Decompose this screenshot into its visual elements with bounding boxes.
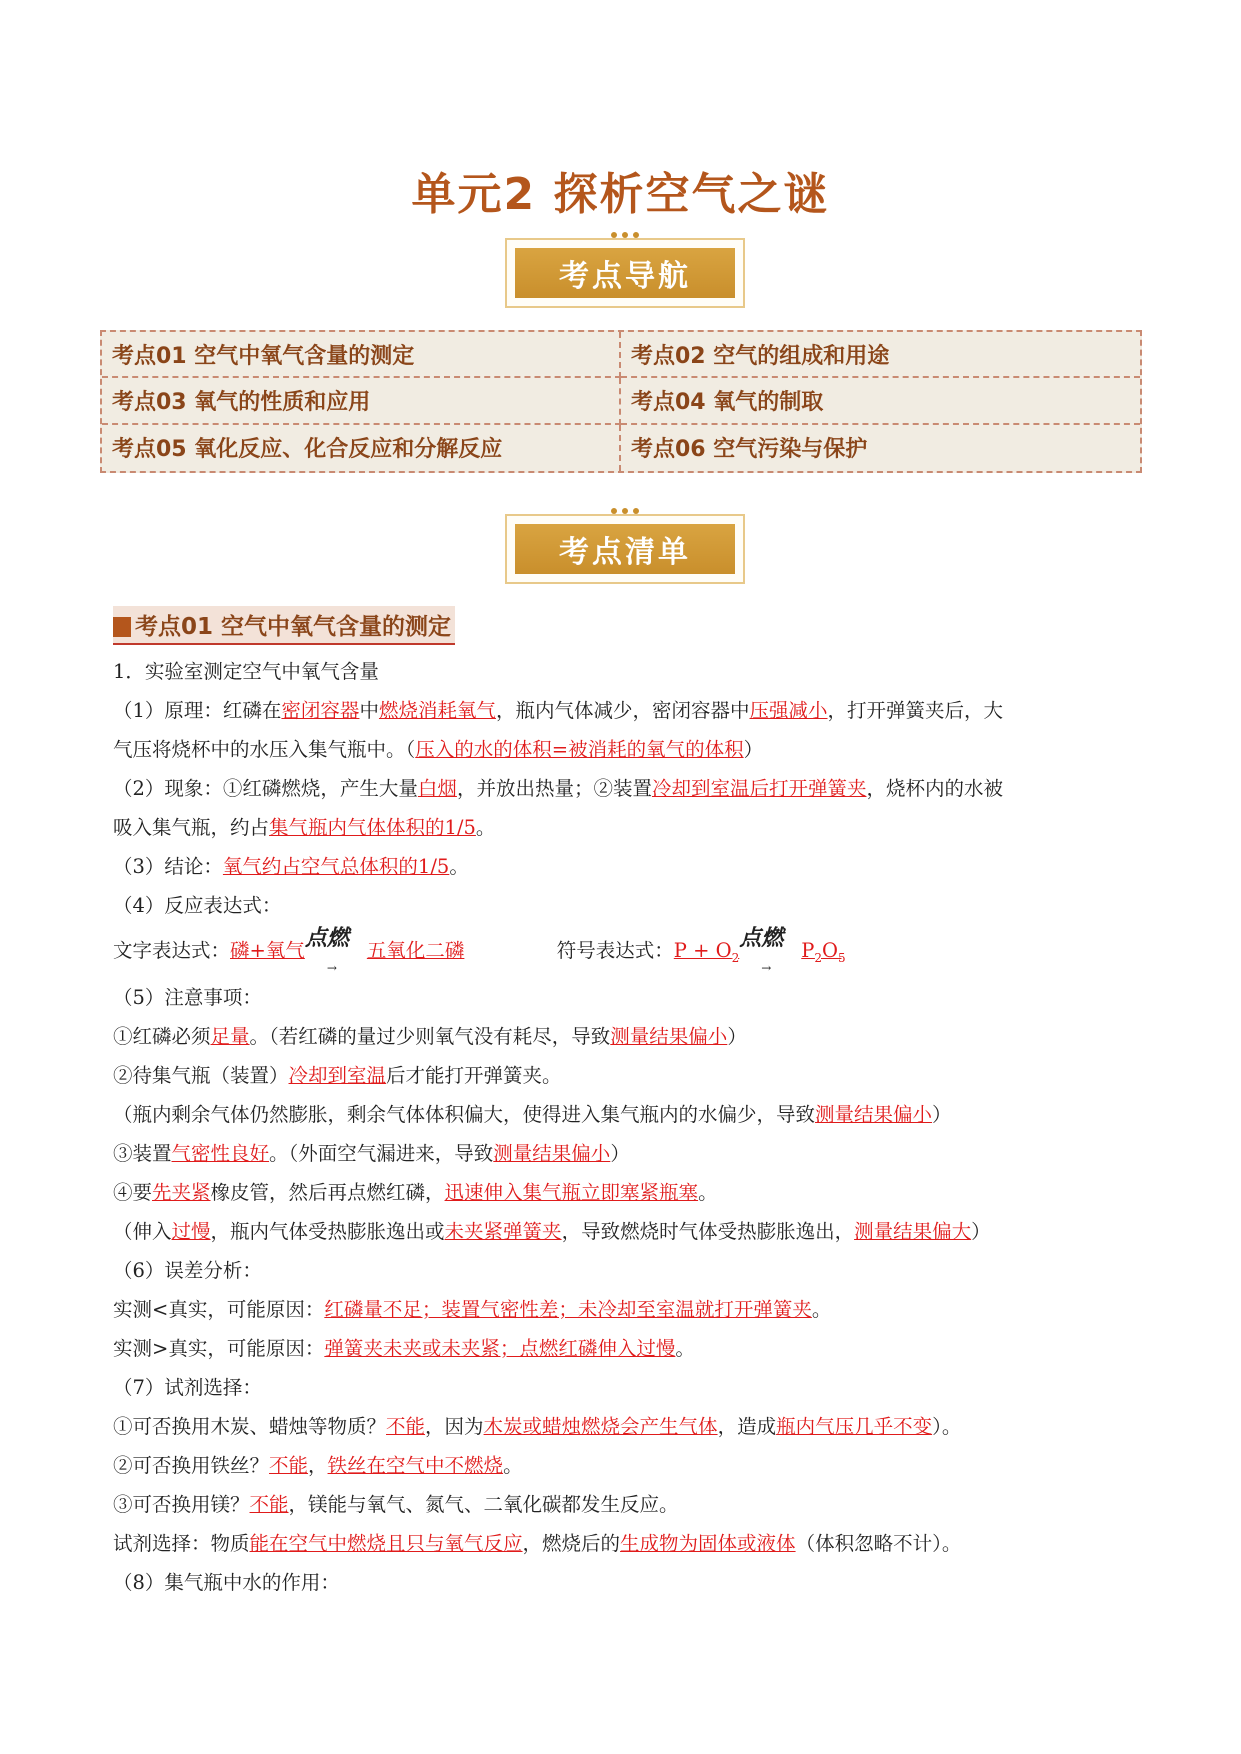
paragraph: （8）集气瓶中水的作用：: [113, 1570, 340, 1594]
paragraph: ③可否换用镁？不能，镁能与氧气、氮气、二氧化碳都发生反应。: [113, 1492, 679, 1516]
reaction-condition: 点燃 →: [739, 925, 784, 975]
paragraph: （瓶内剩余气体仍然膨胀，剩余气体体积偏大，使得进入集气瓶内的水偏少，导致测量结果偏小）: [113, 1102, 952, 1126]
paragraph: 实测>真实，可能原因：弹簧夹未夹或未夹紧；点燃红磷伸入过慢。: [113, 1336, 695, 1360]
paragraph: 气压将烧杯中的水压入集气瓶中。（压入的水的体积=被消耗的氧气的体积）: [113, 738, 764, 761]
section-heading: [113, 606, 455, 645]
paragraph: ③装置气密性良好。（外面空气漏进来，导致测量结果偏小）: [113, 1141, 630, 1165]
equation-line: 文字表达式：磷+氧气 点燃 → 五氧化二磷 符号表达式：$P + O_2$ 点燃 → $P_2O_5$: [113, 925, 846, 975]
nav-cell: 考点06 空气污染与保护: [631, 437, 868, 463]
reaction-condition: 点燃 →: [304, 925, 349, 975]
paragraph: ④要先夹紧橡皮管，然后再点燃红磷，迅速伸入集气瓶立即塞紧瓶塞。: [113, 1180, 718, 1204]
exam-point-grid: [100, 330, 1142, 473]
paragraph: ①可否换用木炭、蜡烛等物质？不能，因为木炭或蜡烛燃烧会产生气体，造成瓶内气压几乎不变）。: [113, 1414, 962, 1438]
paragraph: （3）结论：氧气约占空气总体积的1/5。: [113, 855, 469, 878]
paragraph: 1．实验室测定空气中氧气含量: [113, 660, 379, 683]
decor-dots: [605, 232, 645, 238]
banner-exam-navigation: [505, 238, 745, 308]
paragraph: ②可否换用铁丝？不能，铁丝在空气中不燃烧。: [113, 1453, 523, 1477]
section-heading-text: 考点01 空气中氧气含量的测定: [135, 614, 452, 640]
paragraph: ①红磷必须足量。（若红磷的量过少则氧气没有耗尽，导致测量结果偏小）: [113, 1024, 747, 1048]
page-title: 单元2 探析空气之谜: [411, 169, 830, 220]
paragraph: （4）反应表达式：: [113, 894, 282, 917]
paragraph: 吸入集气瓶，约占集气瓶内气体体积的1/5。: [113, 816, 496, 839]
paragraph: 实测<真实，可能原因：红磷量不足；装置气密性差；未冷却至室温就打开弹簧夹。: [113, 1297, 832, 1321]
paragraph: （7）试剂选择：: [113, 1375, 262, 1399]
paragraph: （伸入过慢，瓶内气体受热膨胀逸出或未夹紧弹簧夹，导致燃烧时气体受热膨胀逸出，测量结果偏大）: [113, 1219, 991, 1243]
paragraph: （2）现象：①红磷燃烧，产生大量白烟，并放出热量；②装置冷却到室温后打开弹簧夹，烧杯内的水被: [113, 777, 1003, 800]
nav-cell: 考点04 氧气的制取: [621, 378, 1140, 424]
square-icon: [113, 617, 131, 637]
nav-cell: 考点01 空气中氧气含量的测定: [102, 332, 621, 378]
banner-label: 考点清单: [515, 524, 735, 574]
paragraph: （6）误差分析：: [113, 1258, 262, 1282]
nav-cell: 考点05 氧化反应、化合反应和分解反应: [102, 425, 621, 471]
paragraph: （1）原理：红磷在密闭容器中燃烧消耗氧气，瓶内气体减少，密闭容器中压强减小，打开弹簧夹后，大: [113, 699, 1004, 722]
paragraph: 试剂选择：物质能在空气中燃烧且只与氧气反应，燃烧后的生成物为固体或液体（体积忽略不计）。: [113, 1531, 962, 1555]
banner-label: 考点导航: [515, 248, 735, 298]
paragraph: （5）注意事项：: [113, 985, 262, 1009]
nav-cell: 考点03 氧气的性质和应用: [102, 378, 621, 424]
banner-exam-list: [505, 514, 745, 584]
decor-dots: [605, 508, 645, 514]
nav-cell: 考点02 空气的组成和用途: [621, 332, 1140, 378]
paragraph: ②待集气瓶（装置）冷却到室温后才能打开弹簧夹。: [113, 1063, 562, 1087]
content-body: [113, 652, 1143, 1602]
